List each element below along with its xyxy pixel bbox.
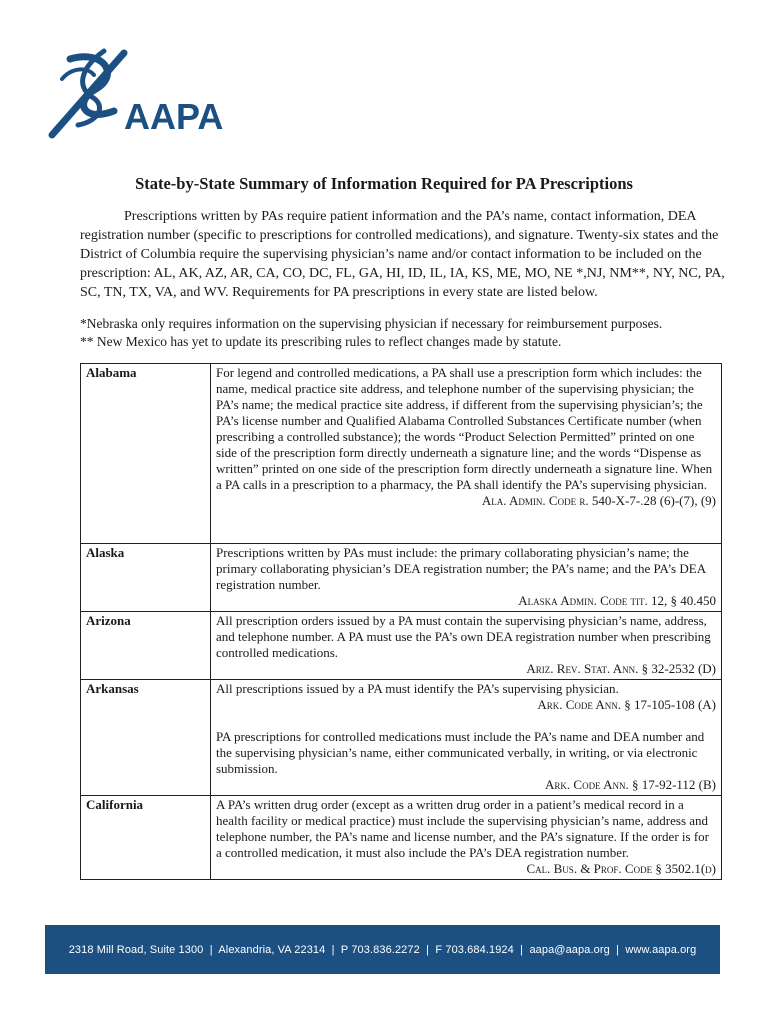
requirement-text: For legend and controlled medications, a PA shall use a prescription form which includes: the name, medical practice site address, and telephone number of the supervising physician; the PA’s name; the medical practice site address, if different from the supervising physician’s; the PA’s license number and Qualified Alabama Controlled Substances Certificate number (when prescribing a controlled substance); the words “Product Selection Permitted” printed on one side of the prescription form directly underneath a signature line; and the words “Dispense as written” printed on one side of the prescription form directly underneath a signature line. When a PA calls in a prescription to a pharmacy, the PA shall identify the PA’s supervising physician. [216, 365, 713, 492]
requirement-text: All prescriptions issued by a PA must identify the PA’s supervising physician. [216, 681, 619, 696]
table-row [81, 544, 722, 612]
state-requirement [211, 612, 722, 680]
state-name: Alaska [81, 544, 211, 612]
state-requirement [211, 680, 722, 796]
state-requirement [211, 364, 722, 544]
footer-contact-text: 2318 Mill Road, Suite 1300 | Alexandria, VA 22314 | P 703.836.2272 | F 703.684.1924 | aapa@aapa.org | www.aapa.org [68, 943, 697, 956]
note-new-mexico: ** New Mexico has yet to update its prescribing rules to reflect changes made by statute. [80, 334, 562, 349]
state-name: Alabama [81, 364, 211, 544]
logo-wordmark: AAPA [124, 96, 224, 137]
table-row [81, 364, 722, 544]
state-name: California [81, 796, 211, 880]
requirement-text: All prescription orders issued by a PA must contain the supervising physician’s name, address, and telephone number. A PA must use the PA’s own DEA registration number when prescribing controlled medications. [216, 613, 711, 660]
aapa-logo [44, 45, 234, 140]
state-requirement [211, 796, 722, 880]
table-row [81, 796, 722, 880]
state-requirements-table [80, 363, 722, 880]
legal-citation: Ariz. Rev. Stat. Ann. § 32-2532 (D) [526, 661, 716, 676]
requirement-text: PA prescriptions for controlled medications must include the PA’s name and DEA number and the supervising physician’s name, either communicated verbally, in writing, or via electronic submission. [216, 729, 705, 776]
note-nebraska: *Nebraska only requires information on the supervising physician if necessary for reimbursement purposes. [80, 316, 663, 331]
requirement-text: Prescriptions written by PAs must include: the primary collaborating physician’s name; the primary collaborating physician’s DEA registration number; the PA’s name; and the PA’s DEA registration number. [216, 545, 706, 592]
legal-citation: Ala. Admin. Code r. 540-X-7-.28 (6)-(7), (9) [481, 493, 716, 508]
legal-citation: Ark. Code Ann. § 17-105-108 (A) [537, 697, 716, 712]
legal-citation: Cal. Bus. & Prof. Code § 3502.1(d) [526, 861, 716, 876]
intro-paragraph: Prescriptions written by PAs require patient information and the PA’s name, contact information, DEA registration number (specific to prescriptions for controlled medications), and signature. Twenty-six states and the District of Columbia require the supervising physician’s name and/or contact information to be included on the prescription: AL, AK, AZ, AR, CA, CO, DC, FL, GA, HI, ID, IL, IA, KS, ME, MO, NE *,NJ, NM**, NY, NC, PA, SC, TN, TX, VA, and WV. Requirements for PA prescriptions in every state are listed below. [80, 209, 725, 300]
contact-footer [45, 925, 720, 974]
state-requirement [211, 544, 722, 612]
legal-citation: Ark. Code Ann. § 17-92-112 (B) [545, 777, 716, 792]
page-title: State-by-State Summary of Information Required for PA Prescriptions [135, 174, 633, 193]
state-name: Arizona [81, 612, 211, 680]
table-row [81, 612, 722, 680]
footnotes [80, 315, 728, 351]
caduceus-icon [44, 45, 234, 140]
legal-citation: Alaska Admin. Code tit. 12, § 40.450 [518, 593, 716, 608]
state-name: Arkansas [81, 680, 211, 796]
table-row [81, 680, 722, 796]
requirement-text: A PA’s written drug order (except as a written drug order in a patient’s medical record in a health facility or medical practice) must include the supervising physician’s name, address and telephone number, the PA’s name and license number, and the PA’s signature. If the order is for a controlled medication, it must also include the PA’s DEA registration number. [216, 797, 709, 860]
